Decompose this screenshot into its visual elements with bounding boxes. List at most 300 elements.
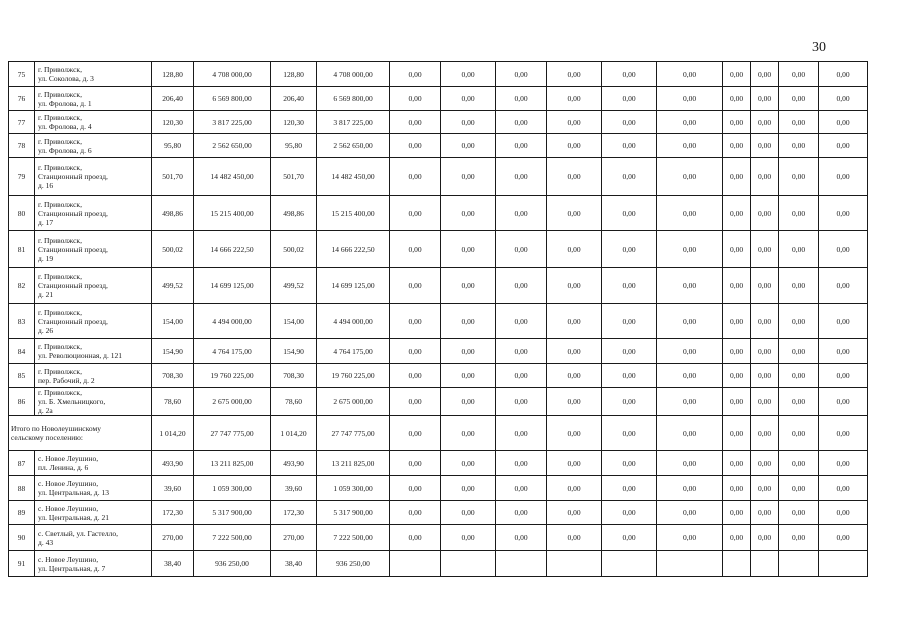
value-cell: 0,00 <box>390 196 441 231</box>
value-cell: 0,00 <box>496 525 547 551</box>
address-cell <box>35 476 152 501</box>
row-number: 89 <box>9 501 35 525</box>
value-cell: 0,00 <box>779 416 819 451</box>
row-number: 76 <box>9 87 35 111</box>
value-cell: 0,00 <box>819 196 868 231</box>
table-row <box>9 87 868 111</box>
value-cell: 3 817 225,00 <box>317 111 390 134</box>
value-cell: 0,00 <box>547 134 602 158</box>
value-cell: 5 317 900,00 <box>194 501 271 525</box>
total-label-line: Итого по Новолеушинскому <box>11 424 101 433</box>
row-number: 84 <box>9 339 35 364</box>
value-cell: 172,30 <box>152 501 194 525</box>
value-cell: 0,00 <box>390 268 441 304</box>
value-cell: 498,86 <box>271 196 317 231</box>
address-line: ул. Фролова, д. 1 <box>38 98 92 108</box>
value-cell: 0,00 <box>657 268 723 304</box>
address-line: г. Приволжск, <box>38 342 82 351</box>
value-cell: 0,00 <box>496 111 547 134</box>
value-cell: 0,00 <box>723 304 751 339</box>
value-cell: 0,00 <box>547 388 602 416</box>
total-label <box>9 416 152 451</box>
value-cell: 0,00 <box>441 339 496 364</box>
value-cell: 14 699 125,00 <box>317 268 390 304</box>
value-cell: 0,00 <box>751 388 779 416</box>
value-cell: 14 482 450,00 <box>194 158 271 196</box>
value-cell: 2 675 000,00 <box>317 388 390 416</box>
value-cell: 206,40 <box>271 87 317 111</box>
value-cell: 4 708 000,00 <box>317 62 390 87</box>
value-cell: 1 014,20 <box>271 416 317 451</box>
value-cell: 4 494 000,00 <box>317 304 390 339</box>
value-cell: 0,00 <box>751 339 779 364</box>
value-cell: 0,00 <box>657 134 723 158</box>
value-cell: 0,00 <box>751 268 779 304</box>
value-cell: 0,00 <box>779 501 819 525</box>
address-cell <box>35 451 152 476</box>
value-cell: 1 059 300,00 <box>194 476 271 501</box>
row-number: 86 <box>9 388 35 416</box>
value-cell: 0,00 <box>819 62 868 87</box>
address-line: с. Новое Леушино, <box>38 554 99 564</box>
row-number: 85 <box>9 364 35 388</box>
value-cell: 0,00 <box>779 268 819 304</box>
value-cell: 0,00 <box>751 158 779 196</box>
value-cell: 0,00 <box>751 231 779 268</box>
table-row <box>9 196 868 231</box>
value-cell: 0,00 <box>496 364 547 388</box>
address-line: пер. Рабочий, д. 2 <box>38 375 95 385</box>
table-row <box>9 134 868 158</box>
value-cell: 0,00 <box>547 196 602 231</box>
value-cell: 0,00 <box>779 451 819 476</box>
value-cell: 0,00 <box>547 304 602 339</box>
value-cell: 0,00 <box>547 476 602 501</box>
page-number: 30 <box>812 40 826 55</box>
value-cell: 0,00 <box>723 111 751 134</box>
value-cell: 0,00 <box>441 231 496 268</box>
value-cell: 0,00 <box>390 416 441 451</box>
value-cell: 0,00 <box>496 158 547 196</box>
value-cell: 0,00 <box>441 364 496 388</box>
value-cell: 0,00 <box>657 339 723 364</box>
table-row <box>9 158 868 196</box>
value-cell: 0,00 <box>657 416 723 451</box>
total-label-line: сельскому поселению: <box>11 433 83 442</box>
address-line: пл. Ленина, д. 6 <box>38 463 89 472</box>
address-line: Станционный проезд, <box>38 281 108 290</box>
value-cell: 0,00 <box>751 87 779 111</box>
value-cell: 708,30 <box>271 364 317 388</box>
value-cell <box>751 551 779 577</box>
value-cell <box>547 551 602 577</box>
value-cell: 0,00 <box>390 62 441 87</box>
value-cell: 0,00 <box>496 451 547 476</box>
value-cell: 0,00 <box>751 451 779 476</box>
value-cell: 493,90 <box>271 451 317 476</box>
value-cell: 0,00 <box>779 525 819 551</box>
value-cell: 0,00 <box>602 525 657 551</box>
value-cell: 0,00 <box>547 87 602 111</box>
value-cell: 6 569 800,00 <box>317 87 390 111</box>
table-row <box>9 388 868 416</box>
value-cell: 0,00 <box>779 158 819 196</box>
value-cell: 0,00 <box>602 416 657 451</box>
value-cell: 0,00 <box>819 476 868 501</box>
value-cell: 0,00 <box>547 501 602 525</box>
value-cell: 0,00 <box>602 451 657 476</box>
value-cell: 0,00 <box>547 364 602 388</box>
value-cell: 0,00 <box>602 62 657 87</box>
value-cell: 0,00 <box>657 364 723 388</box>
address-cell <box>35 339 152 364</box>
address-line: Станционный проезд, <box>38 208 108 218</box>
address-cell <box>35 231 152 268</box>
address-line: г. Приволжск, <box>38 235 82 245</box>
value-cell: 4 764 175,00 <box>317 339 390 364</box>
value-cell <box>657 551 723 577</box>
value-cell: 13 211 825,00 <box>194 451 271 476</box>
value-cell: 0,00 <box>657 476 723 501</box>
value-cell: 15 215 400,00 <box>194 196 271 231</box>
value-cell: 0,00 <box>441 268 496 304</box>
value-cell: 0,00 <box>602 476 657 501</box>
row-number: 75 <box>9 62 35 87</box>
value-cell: 0,00 <box>602 304 657 339</box>
value-cell: 0,00 <box>779 364 819 388</box>
value-cell: 0,00 <box>819 364 868 388</box>
value-cell: 0,00 <box>657 388 723 416</box>
value-cell: 154,90 <box>152 339 194 364</box>
value-cell: 0,00 <box>441 62 496 87</box>
value-cell: 0,00 <box>751 416 779 451</box>
value-cell: 0,00 <box>390 339 441 364</box>
value-cell: 0,00 <box>390 158 441 196</box>
value-cell: 0,00 <box>723 388 751 416</box>
value-cell: 270,00 <box>152 525 194 551</box>
value-cell: 120,30 <box>152 111 194 134</box>
address-line: д. 19 <box>38 253 54 263</box>
value-cell: 0,00 <box>441 196 496 231</box>
address-cell <box>35 525 152 551</box>
row-number: 80 <box>9 196 35 231</box>
value-cell: 0,00 <box>390 134 441 158</box>
value-cell: 27 747 775,00 <box>194 416 271 451</box>
value-cell: 0,00 <box>390 111 441 134</box>
value-cell: 0,00 <box>819 501 868 525</box>
value-cell: 0,00 <box>496 62 547 87</box>
value-cell: 0,00 <box>496 87 547 111</box>
address-line: ул. Центральная, д. 13 <box>38 488 109 497</box>
value-cell: 0,00 <box>723 339 751 364</box>
value-cell: 0,00 <box>657 304 723 339</box>
value-cell: 0,00 <box>390 87 441 111</box>
value-cell: 0,00 <box>779 196 819 231</box>
value-cell: 0,00 <box>779 134 819 158</box>
value-cell: 0,00 <box>602 158 657 196</box>
value-cell: 0,00 <box>779 231 819 268</box>
value-cell: 0,00 <box>819 231 868 268</box>
value-cell: 4 708 000,00 <box>194 62 271 87</box>
value-cell: 0,00 <box>779 111 819 134</box>
address-line: г. Приволжск, <box>38 65 82 74</box>
value-cell: 0,00 <box>602 501 657 525</box>
value-cell <box>779 551 819 577</box>
value-cell <box>390 551 441 577</box>
value-cell: 708,30 <box>152 364 194 388</box>
value-cell: 0,00 <box>819 134 868 158</box>
value-cell: 78,60 <box>271 388 317 416</box>
value-cell: 0,00 <box>441 87 496 111</box>
value-cell <box>819 551 868 577</box>
table-row <box>9 111 868 134</box>
value-cell: 154,00 <box>152 304 194 339</box>
value-cell: 0,00 <box>602 364 657 388</box>
value-cell: 500,02 <box>152 231 194 268</box>
value-cell: 501,70 <box>152 158 194 196</box>
value-cell: 0,00 <box>496 476 547 501</box>
value-cell: 499,52 <box>271 268 317 304</box>
address-line: д. 17 <box>38 217 54 227</box>
value-cell: 27 747 775,00 <box>317 416 390 451</box>
address-cell <box>35 158 152 196</box>
value-cell: 0,00 <box>441 304 496 339</box>
value-cell: 0,00 <box>723 451 751 476</box>
address-line: г. Приволжск, <box>38 366 82 376</box>
value-cell: 128,80 <box>152 62 194 87</box>
address-line: д. 16 <box>38 181 54 190</box>
value-cell: 0,00 <box>751 196 779 231</box>
address-line: с. Новое Леушино, <box>38 503 99 513</box>
address-cell <box>35 501 152 525</box>
value-cell: 0,00 <box>496 416 547 451</box>
value-cell: 0,00 <box>602 196 657 231</box>
value-cell: 0,00 <box>723 87 751 111</box>
value-cell <box>441 551 496 577</box>
value-cell: 0,00 <box>602 388 657 416</box>
value-cell: 0,00 <box>496 231 547 268</box>
value-cell: 15 215 400,00 <box>317 196 390 231</box>
value-cell: 0,00 <box>657 62 723 87</box>
value-cell: 0,00 <box>496 134 547 158</box>
address-cell <box>35 134 152 158</box>
row-number: 77 <box>9 111 35 134</box>
value-cell: 0,00 <box>779 339 819 364</box>
address-line: ул. Фролова, д. 4 <box>38 122 92 131</box>
value-cell: 0,00 <box>496 196 547 231</box>
address-line: г. Приволжск, <box>38 136 82 146</box>
address-line: г. Приволжск, <box>38 113 82 122</box>
table-row <box>9 268 868 304</box>
value-cell: 0,00 <box>602 339 657 364</box>
value-cell: 0,00 <box>496 339 547 364</box>
value-cell: 0,00 <box>547 268 602 304</box>
value-cell: 4 494 000,00 <box>194 304 271 339</box>
table-row <box>9 364 868 388</box>
value-cell <box>602 551 657 577</box>
value-cell: 14 666 222,50 <box>317 231 390 268</box>
address-line: д. 2а <box>38 406 53 415</box>
value-cell: 0,00 <box>441 476 496 501</box>
address-line: с. Новое Леушино, <box>38 479 99 488</box>
value-cell: 0,00 <box>657 111 723 134</box>
address-line: д. 21 <box>38 290 54 299</box>
value-cell: 38,40 <box>271 551 317 577</box>
address-cell <box>35 62 152 87</box>
address-cell <box>35 551 152 577</box>
value-cell: 493,90 <box>152 451 194 476</box>
value-cell: 0,00 <box>602 268 657 304</box>
value-cell: 0,00 <box>779 62 819 87</box>
value-cell: 936 250,00 <box>194 551 271 577</box>
value-cell: 19 760 225,00 <box>317 364 390 388</box>
address-line: г. Приволжск, <box>38 163 82 172</box>
value-cell: 19 760 225,00 <box>194 364 271 388</box>
value-cell: 0,00 <box>819 268 868 304</box>
value-cell: 499,52 <box>152 268 194 304</box>
address-line: г. Приволжск, <box>38 307 82 317</box>
value-cell: 0,00 <box>723 476 751 501</box>
row-number: 83 <box>9 304 35 339</box>
value-cell: 0,00 <box>819 304 868 339</box>
value-cell: 0,00 <box>441 416 496 451</box>
value-cell <box>496 551 547 577</box>
value-cell: 38,40 <box>152 551 194 577</box>
value-cell: 0,00 <box>547 451 602 476</box>
address-line: Станционный проезд, <box>38 316 108 326</box>
address-cell <box>35 87 152 111</box>
value-cell: 0,00 <box>390 304 441 339</box>
value-cell: 0,00 <box>751 525 779 551</box>
value-cell: 154,90 <box>271 339 317 364</box>
value-cell: 0,00 <box>723 62 751 87</box>
value-cell <box>723 551 751 577</box>
value-cell: 4 764 175,00 <box>194 339 271 364</box>
value-cell: 120,30 <box>271 111 317 134</box>
value-cell: 0,00 <box>819 339 868 364</box>
row-number: 82 <box>9 268 35 304</box>
value-cell: 270,00 <box>271 525 317 551</box>
value-cell: 2 562 650,00 <box>194 134 271 158</box>
value-cell: 0,00 <box>547 525 602 551</box>
address-line: д. 26 <box>38 325 54 335</box>
value-cell: 0,00 <box>441 158 496 196</box>
table-row <box>9 304 868 339</box>
value-cell: 0,00 <box>751 364 779 388</box>
value-cell: 0,00 <box>657 196 723 231</box>
table-row <box>9 501 868 525</box>
value-cell: 0,00 <box>657 501 723 525</box>
value-cell: 0,00 <box>496 268 547 304</box>
value-cell: 0,00 <box>723 196 751 231</box>
address-line: ул. Центральная, д. 7 <box>38 563 106 573</box>
value-cell: 39,60 <box>152 476 194 501</box>
address-line: Станционный проезд, <box>38 244 108 254</box>
value-cell: 0,00 <box>779 87 819 111</box>
value-cell: 7 222 500,00 <box>317 525 390 551</box>
row-number: 91 <box>9 551 35 577</box>
value-cell: 78,60 <box>152 388 194 416</box>
value-cell: 0,00 <box>496 304 547 339</box>
value-cell: 0,00 <box>390 451 441 476</box>
value-cell: 95,80 <box>152 134 194 158</box>
value-cell: 0,00 <box>723 268 751 304</box>
value-cell: 0,00 <box>751 134 779 158</box>
table-row <box>9 62 868 87</box>
row-number: 81 <box>9 231 35 268</box>
row-number: 79 <box>9 158 35 196</box>
value-cell: 0,00 <box>819 158 868 196</box>
address-line: с. Новое Леушино, <box>38 454 99 463</box>
value-cell: 0,00 <box>547 158 602 196</box>
value-cell: 0,00 <box>819 87 868 111</box>
value-cell: 0,00 <box>751 62 779 87</box>
table-row <box>9 451 868 476</box>
row-number: 88 <box>9 476 35 501</box>
value-cell: 0,00 <box>751 111 779 134</box>
value-cell: 0,00 <box>723 231 751 268</box>
address-cell <box>35 304 152 339</box>
value-cell: 0,00 <box>819 416 868 451</box>
value-cell: 0,00 <box>441 388 496 416</box>
row-number: 90 <box>9 525 35 551</box>
value-cell: 0,00 <box>657 451 723 476</box>
address-line: Станционный проезд, <box>38 172 108 181</box>
value-cell: 0,00 <box>751 304 779 339</box>
value-cell: 0,00 <box>390 388 441 416</box>
value-cell: 0,00 <box>441 451 496 476</box>
address-cell <box>35 364 152 388</box>
value-cell: 0,00 <box>390 231 441 268</box>
value-cell: 0,00 <box>602 134 657 158</box>
value-cell: 0,00 <box>819 451 868 476</box>
value-cell: 13 211 825,00 <box>317 451 390 476</box>
value-cell: 0,00 <box>723 525 751 551</box>
value-cell: 0,00 <box>779 476 819 501</box>
address-line: ул. Соколова, д. 3 <box>38 74 94 83</box>
value-cell: 0,00 <box>602 111 657 134</box>
value-cell: 0,00 <box>602 87 657 111</box>
total-row <box>9 416 868 451</box>
value-cell: 0,00 <box>390 476 441 501</box>
value-cell: 0,00 <box>723 158 751 196</box>
value-cell: 172,30 <box>271 501 317 525</box>
address-cell <box>35 111 152 134</box>
value-cell: 498,86 <box>152 196 194 231</box>
value-cell: 1 014,20 <box>152 416 194 451</box>
table-body <box>9 62 868 577</box>
value-cell: 0,00 <box>547 62 602 87</box>
value-cell: 0,00 <box>547 416 602 451</box>
value-cell: 0,00 <box>390 525 441 551</box>
value-cell: 0,00 <box>819 111 868 134</box>
value-cell: 0,00 <box>390 501 441 525</box>
value-cell: 936 250,00 <box>317 551 390 577</box>
value-cell: 3 817 225,00 <box>194 111 271 134</box>
value-cell: 0,00 <box>723 416 751 451</box>
value-cell: 0,00 <box>723 364 751 388</box>
value-cell: 14 699 125,00 <box>194 268 271 304</box>
value-cell: 0,00 <box>751 476 779 501</box>
value-cell: 0,00 <box>751 501 779 525</box>
value-cell: 0,00 <box>779 304 819 339</box>
value-cell: 5 317 900,00 <box>317 501 390 525</box>
value-cell: 0,00 <box>496 501 547 525</box>
value-cell: 0,00 <box>657 158 723 196</box>
value-cell: 14 666 222,50 <box>194 231 271 268</box>
table-row <box>9 525 868 551</box>
table-row <box>9 231 868 268</box>
